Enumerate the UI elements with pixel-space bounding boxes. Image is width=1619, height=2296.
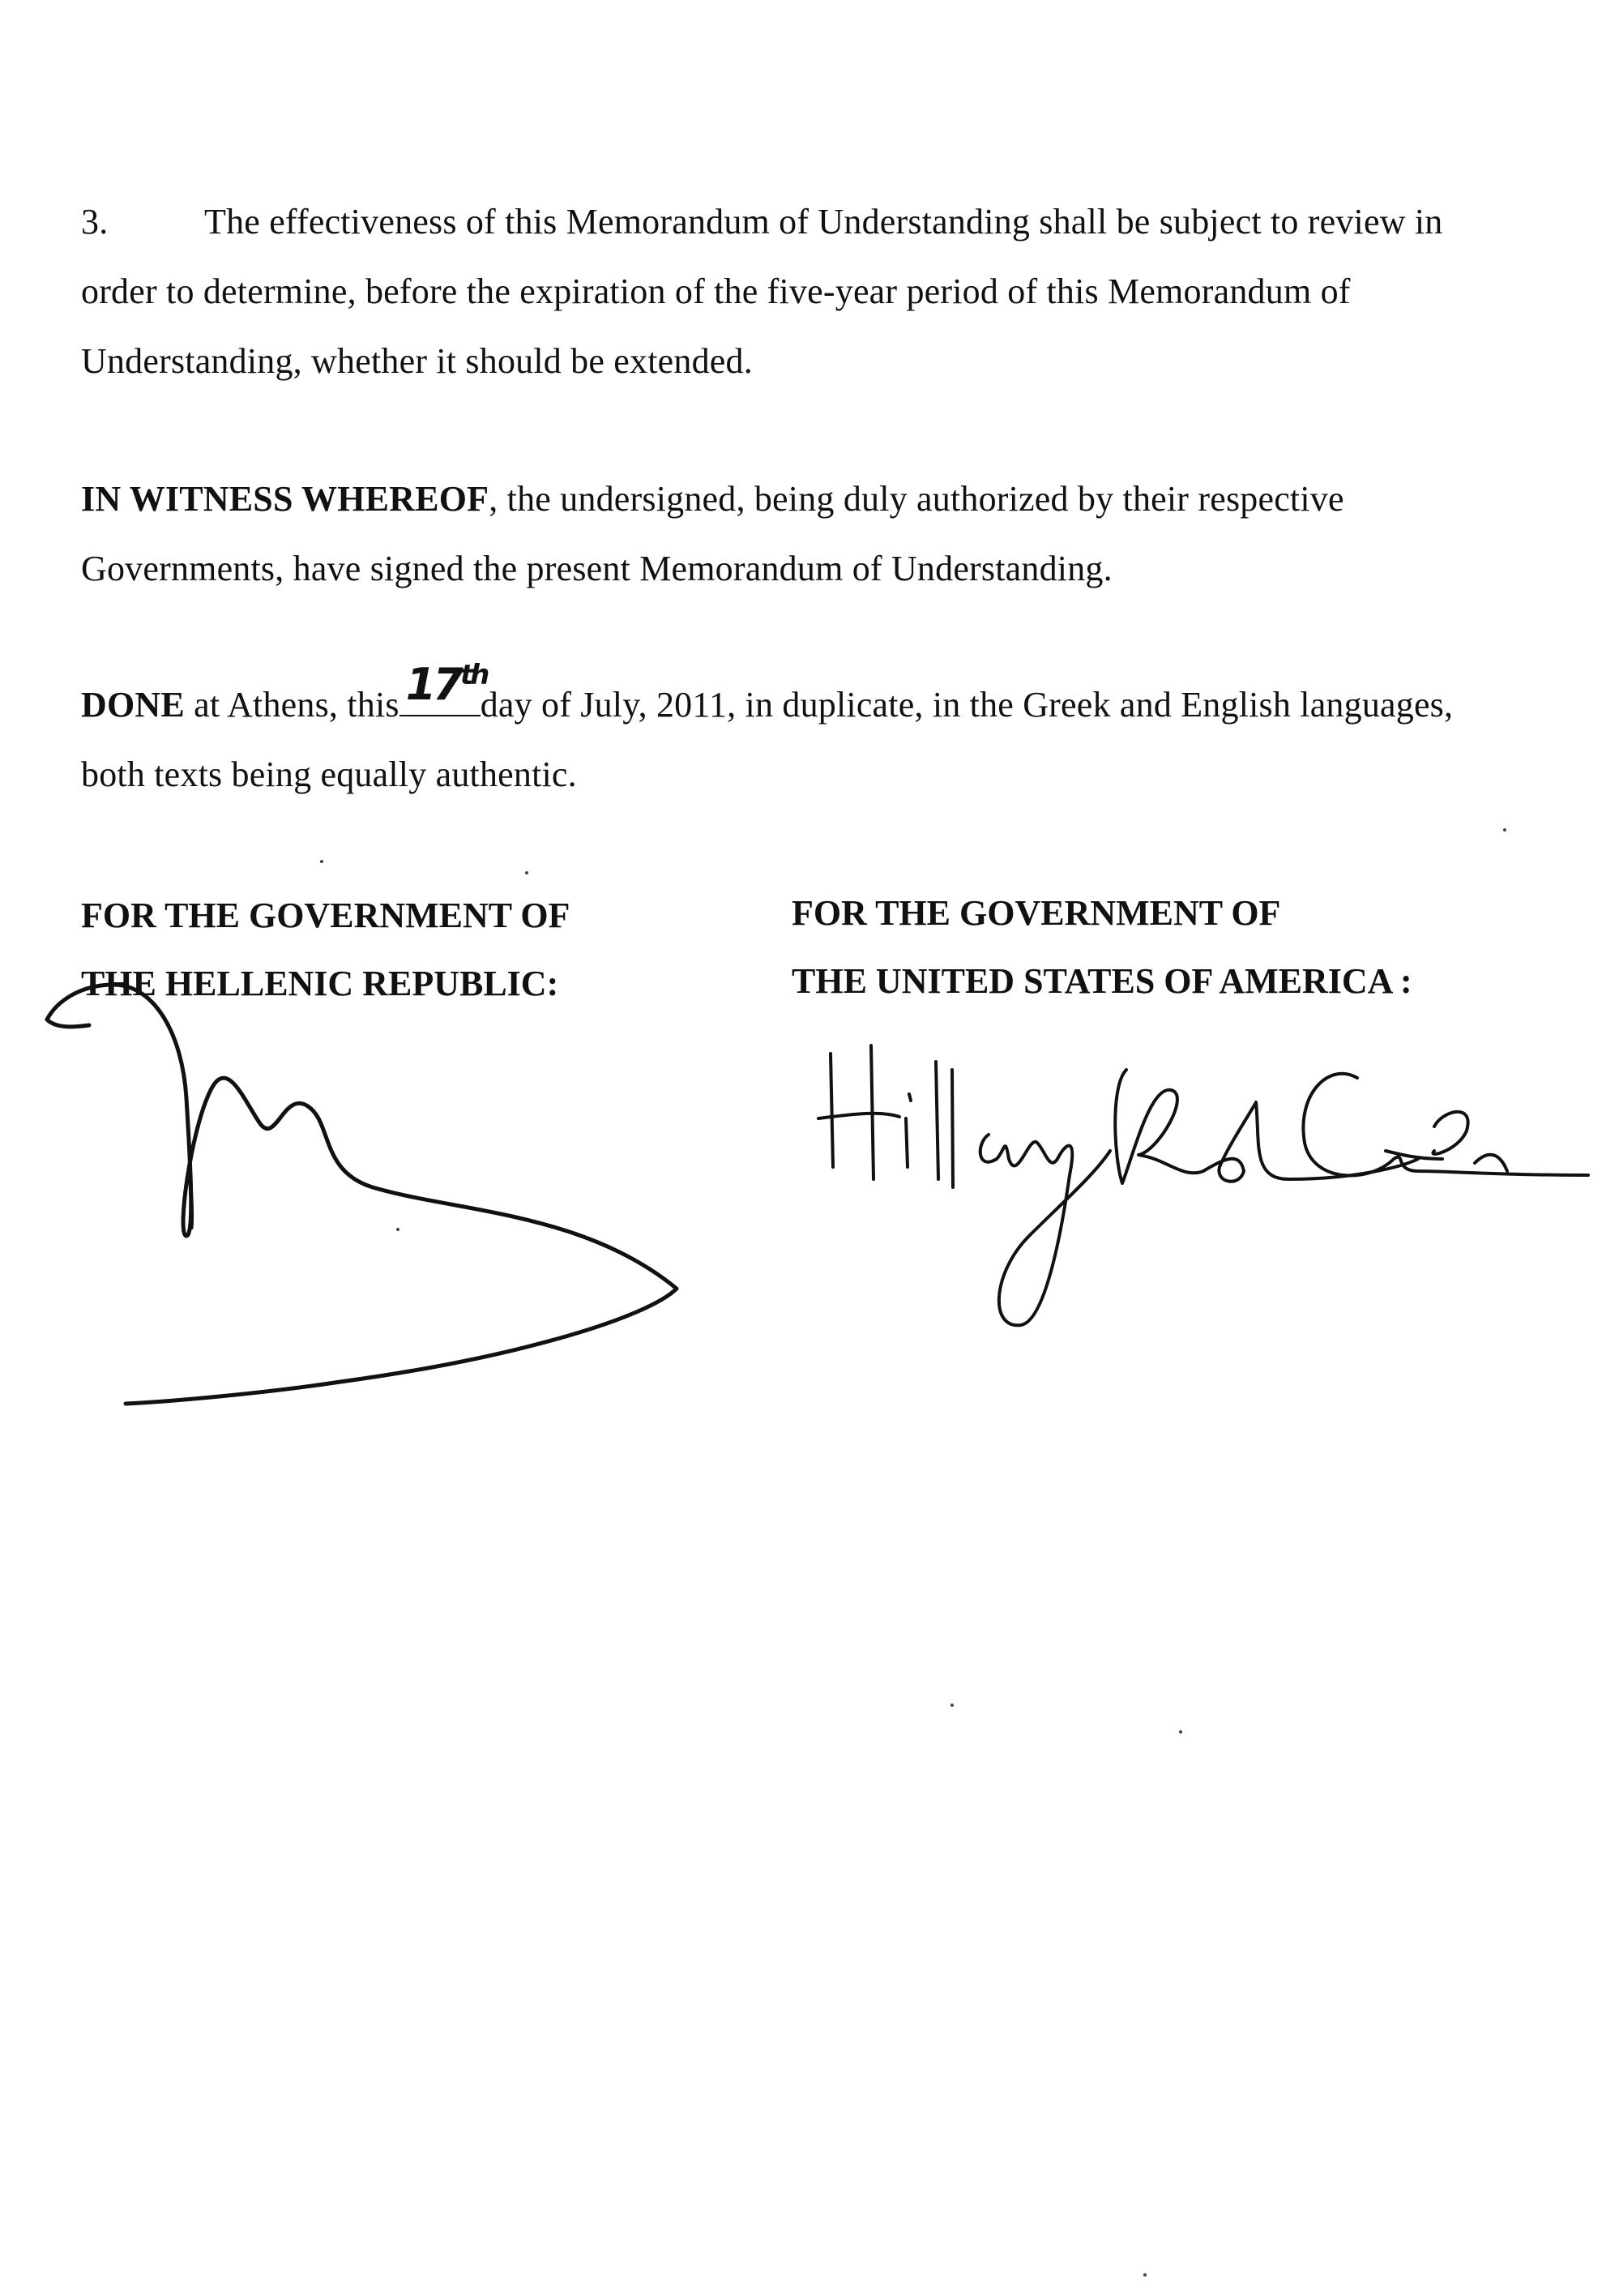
signatory-right-line1: FOR THE GOVERNMENT OF (792, 893, 1281, 933)
done-lead: DONE (81, 685, 185, 725)
scan-speck (1179, 1730, 1182, 1734)
paragraph-number: 3. (81, 202, 109, 242)
witness-paragraph (81, 464, 1507, 604)
done-paragraph (81, 659, 1507, 810)
signature-usa (802, 1029, 1596, 1337)
signatory-left-line1: FOR THE GOVERNMENT OF (81, 896, 570, 935)
paragraph-3-text: The effectiveness of this Memorandum of Understanding shall be subject to review in order to determine, before the expiration of the five-year period of this Memorandum of Understanding, whether it should be extended. (81, 202, 1443, 381)
handwritten-date (405, 653, 487, 710)
scan-speck (320, 860, 323, 863)
date-blank (399, 659, 487, 716)
scan-speck (950, 1704, 954, 1707)
scan-speck (1503, 828, 1506, 832)
date-suffix: th (459, 659, 487, 691)
witness-text: , the undersigned, being duly authorized by their respective Governments, have signed the present Memorandum of Understanding. (81, 479, 1344, 588)
date-day: 17 (405, 659, 460, 710)
signatory-left-line2: THE HELLENIC REPUBLIC: (81, 964, 559, 1003)
paragraph-3 (81, 187, 1507, 396)
signature-hellenic (32, 968, 713, 1430)
signatory-block-usa (792, 879, 1521, 1015)
signatory-right-line2: THE UNITED STATES OF AMERICA : (792, 961, 1412, 1001)
scan-speck (396, 1228, 399, 1231)
done-text-before-date: at Athens, this (184, 685, 399, 725)
scan-speck (1143, 2273, 1147, 2277)
done-text-after-date: day of July, 2011, in duplicate, in the Greek and English languages, both texts being equally authentic. (81, 685, 1454, 794)
scan-speck (525, 871, 528, 874)
witness-lead: IN WITNESS WHEREOF (81, 479, 489, 519)
